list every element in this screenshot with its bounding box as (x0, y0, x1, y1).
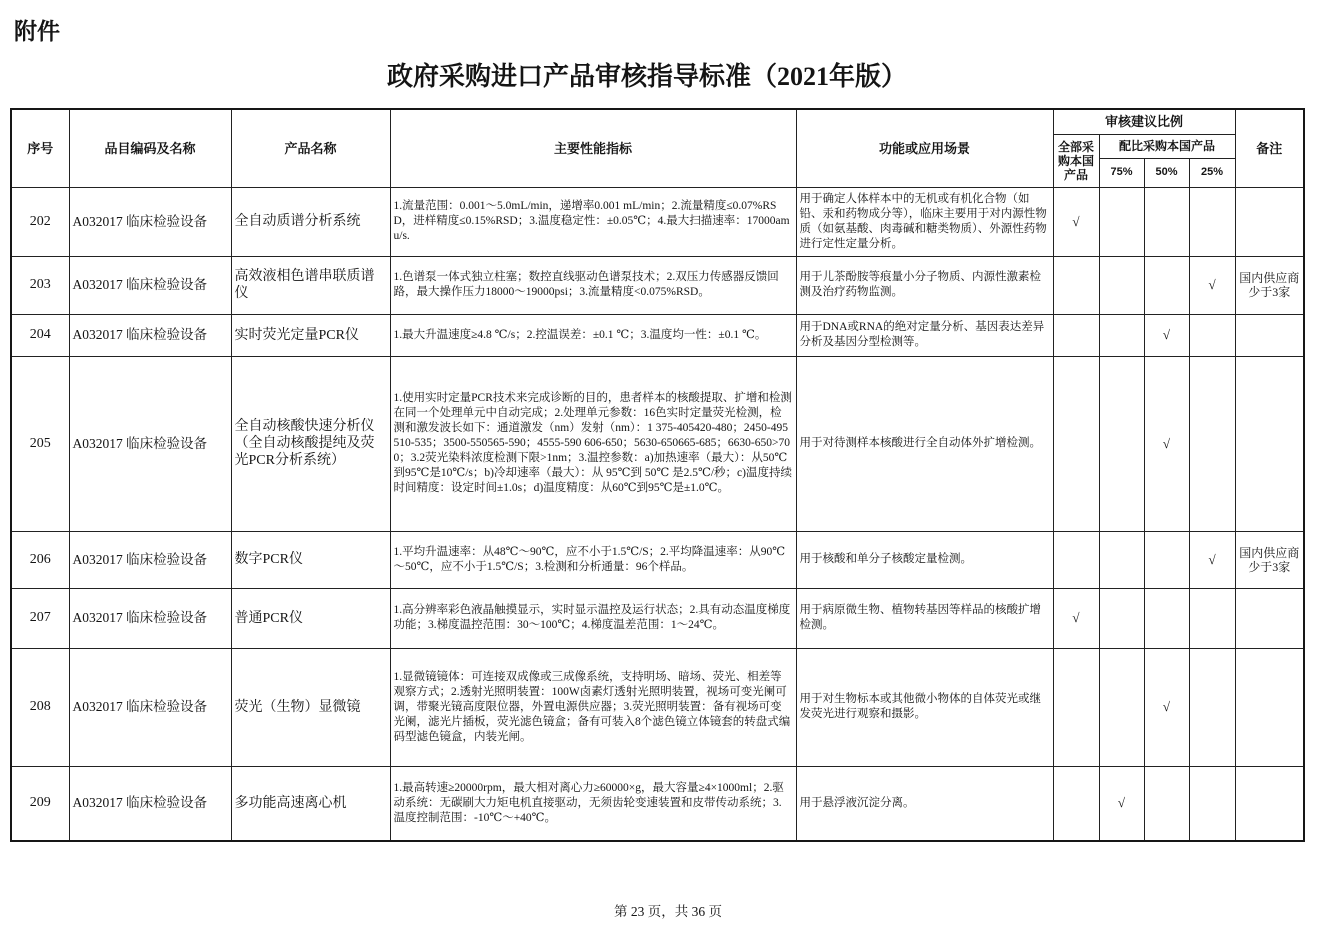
document-title: 政府采购进口产品审核指导标准（2021年版） (386, 62, 907, 91)
category-cell: A032017 临床检验设备 (69, 356, 231, 531)
check-cell-all-domestic (1053, 256, 1099, 314)
performance-spec-cell: 1.高分辨率彩色液晶触摸显示，实时显示温控及运行状态；2.具有动态温度梯度功能；3.梯度温控范围：30～100℃；4.梯度温差范围：1～24℃。 (390, 588, 796, 648)
check-cell-ratio-75 (1099, 256, 1144, 314)
check-cell-all-domestic: √ (1053, 187, 1099, 256)
product-name-cell: 多功能高速离心机 (231, 766, 390, 841)
check-cell-ratio-25 (1189, 766, 1235, 841)
product-name-cell: 全自动核酸快速分析仪（全自动核酸提纯及荧光PCR分析系统） (231, 356, 390, 531)
remark-cell (1235, 314, 1304, 356)
header-category: 品目编码及名称 (69, 109, 231, 187)
check-cell-ratio-50 (1144, 766, 1189, 841)
application-cell: 用于对待测样本核酸进行全自动体外扩增检测。 (796, 356, 1053, 531)
header-remark: 备注 (1235, 109, 1304, 187)
check-cell-ratio-25 (1189, 588, 1235, 648)
product-name-cell: 实时荧光定量PCR仪 (231, 314, 390, 356)
check-cell-ratio-25 (1189, 648, 1235, 766)
category-cell: A032017 临床检验设备 (69, 314, 231, 356)
table-row (11, 531, 1304, 588)
header-row (11, 109, 1304, 134)
performance-spec-cell: 1.显微镜镜体：可连接双成像或三成像系统，支持明场、暗场、荧光、相差等观察方式；2.透射光照明装置：100W卤素灯透射光照明装置，视场可变光阑可调，带聚光镜高度限位器，外置电源供应器；3.荧光照明装置：备有视场可变光阑，滤光片插板，荧光滤色镜盒；备有可装入8个滤色镜立体镜套的转盘式编码型滤色镜盒，内装光闸。 (390, 648, 796, 766)
application-cell: 用于确定人体样本中的无机或有机化合物（如铅、汞和药物成分等），临床主要用于对内源性物质（如氨基酸、肉毒碱和糖类物质）、外源性药物进行定性定量分析。 (796, 187, 1053, 256)
check-cell-ratio-50: √ (1144, 648, 1189, 766)
header-all-domestic: 全部采购本国产品 (1053, 134, 1099, 187)
table-row (11, 256, 1304, 314)
check-cell-all-domestic (1053, 766, 1099, 841)
check-cell-ratio-25 (1189, 187, 1235, 256)
check-cell-ratio-75 (1099, 187, 1144, 256)
application-cell: 用于DNA或RNA的绝对定量分析、基因表达差异分析及基因分型检测等。 (796, 314, 1053, 356)
table-row (11, 766, 1304, 841)
application-cell: 用于病原微生物、植物转基因等样品的核酸扩增检测。 (796, 588, 1053, 648)
header-mixed-domestic: 配比采购本国产品 (1099, 134, 1235, 158)
table-row (11, 356, 1304, 531)
table-body (11, 187, 1304, 841)
attachment-label: 附件 (14, 18, 60, 44)
table-row (11, 588, 1304, 648)
performance-spec-cell: 1.色谱泵一体式独立柱塞；数控直线驱动色谱泵技术；2.双压力传感器反馈回路，最大操作压力18000～19000psi；3.流量精度<0.075%RSD。 (390, 256, 796, 314)
row-number-cell: 202 (11, 187, 69, 256)
performance-spec-cell: 1.最大升温速度≥4.8 ℃/s；2.控温误差：±0.1 ℃；3.温度均一性：±0.1 ℃。 (390, 314, 796, 356)
check-cell-ratio-50 (1144, 588, 1189, 648)
row-number-cell: 207 (11, 588, 69, 648)
check-cell-ratio-25: √ (1189, 531, 1235, 588)
remark-cell (1235, 187, 1304, 256)
remark-cell: 国内供应商少于3家 (1235, 531, 1304, 588)
header-function: 功能或应用场景 (796, 109, 1053, 187)
check-cell-all-domestic (1053, 648, 1099, 766)
product-name-cell: 数字PCR仪 (231, 531, 390, 588)
remark-cell (1235, 766, 1304, 841)
remark-cell (1235, 648, 1304, 766)
product-name-cell: 荧光（生物）显微镜 (231, 648, 390, 766)
check-cell-all-domestic (1053, 314, 1099, 356)
check-cell-all-domestic (1053, 356, 1099, 531)
performance-spec-cell: 1.使用实时定量PCR技术来完成诊断的目的，患者样本的核酸提取、扩增和检测在同一个处理单元中自动完成；2.处理单元参数：16色实时定量荧光检测，检测和激发波长如下：通道激发（nm）发射（nm）：1 375-405420-480；2450-495510-535；3500-550565-590；4555-590 606-650；5630-650665-685；6630-650>700；3.2荧光染料浓度检测下限>1nm；3.温控参数：a)加热速率（最大）：从50℃到95℃是10℃/s；b)冷却速率（最大）：从 95℃到 50℃ 是2.5℃/秒；c)温度持续时间精度：设定时间±1.0s；d)温度精度：从60℃到95℃是±1.0℃。 (390, 356, 796, 531)
header-ratio-group: 审核建议比例 (1053, 109, 1235, 134)
product-name-cell: 普通PCR仪 (231, 588, 390, 648)
application-cell: 用于儿茶酚胺等痕量小分子物质、内源性激素检测及治疗药物监测。 (796, 256, 1053, 314)
application-cell: 用于悬浮液沉淀分离。 (796, 766, 1053, 841)
check-cell-ratio-75 (1099, 356, 1144, 531)
check-cell-ratio-75 (1099, 531, 1144, 588)
check-cell-all-domestic: √ (1053, 588, 1099, 648)
performance-spec-cell: 1.流量范围：0.001～5.0mL/min，递增率0.001 mL/min；2.流量精度≤0.07%RSD，进样精度≤0.15%RSD；3.温度稳定性：±0.05℃；4.最大扫描速率：17000amu/s. (390, 187, 796, 256)
remark-cell: 国内供应商少于3家 (1235, 256, 1304, 314)
check-cell-ratio-25 (1189, 356, 1235, 531)
row-number-cell: 208 (11, 648, 69, 766)
table-row (11, 187, 1304, 256)
table-row (11, 314, 1304, 356)
category-cell: A032017 临床检验设备 (69, 256, 231, 314)
performance-spec-cell: 1.最高转速≥20000rpm，最大相对离心力≥60000×g，最大容量≥4×1000ml；2.驱动系统：无碳刷大力矩电机直接驱动，无须齿轮变速装置和皮带传动系统；3.温度控制范围：-10℃～+40℃。 (390, 766, 796, 841)
header-spec: 主要性能指标 (390, 109, 796, 187)
header-pct-25: 25% (1189, 158, 1235, 187)
header-no: 序号 (11, 109, 69, 187)
header-pct-75: 75% (1099, 158, 1144, 187)
check-cell-ratio-75: √ (1099, 766, 1144, 841)
header-pct-50: 50% (1144, 158, 1189, 187)
page-number: 第 23 页，共 36 页 (614, 904, 722, 919)
category-cell: A032017 临床检验设备 (69, 648, 231, 766)
check-cell-ratio-50 (1144, 187, 1189, 256)
category-cell: A032017 临床检验设备 (69, 187, 231, 256)
table-row (11, 648, 1304, 766)
check-cell-ratio-75 (1099, 648, 1144, 766)
row-number-cell: 204 (11, 314, 69, 356)
category-cell: A032017 临床检验设备 (69, 588, 231, 648)
check-cell-ratio-25 (1189, 314, 1235, 356)
row-number-cell: 205 (11, 356, 69, 531)
check-cell-ratio-50: √ (1144, 314, 1189, 356)
application-cell: 用于对生物标本或其他微小物体的自体荧光或继发荧光进行观察和摄影。 (796, 648, 1053, 766)
category-cell: A032017 临床检验设备 (69, 531, 231, 588)
application-cell: 用于核酸和单分子核酸定量检测。 (796, 531, 1053, 588)
row-number-cell: 206 (11, 531, 69, 588)
table-header (11, 109, 1304, 187)
check-cell-ratio-50 (1144, 531, 1189, 588)
header-product: 产品名称 (231, 109, 390, 187)
category-cell: A032017 临床检验设备 (69, 766, 231, 841)
product-name-cell: 高效液相色谱串联质谱仪 (231, 256, 390, 314)
remark-cell (1235, 588, 1304, 648)
check-cell-ratio-50 (1144, 256, 1189, 314)
check-cell-ratio-50: √ (1144, 356, 1189, 531)
check-cell-ratio-75 (1099, 588, 1144, 648)
row-number-cell: 203 (11, 256, 69, 314)
row-number-cell: 209 (11, 766, 69, 841)
remark-cell (1235, 356, 1304, 531)
check-cell-ratio-25: √ (1189, 256, 1235, 314)
product-name-cell: 全自动质谱分析系统 (231, 187, 390, 256)
check-cell-all-domestic (1053, 531, 1099, 588)
standards-table (10, 108, 1305, 842)
performance-spec-cell: 1.平均升温速率：从48℃～90℃，应不小于1.5℃/S；2.平均降温速率：从90℃～50℃，应不小于1.5℃/S；3.检测和分析通量：96个样品。 (390, 531, 796, 588)
check-cell-ratio-75 (1099, 314, 1144, 356)
